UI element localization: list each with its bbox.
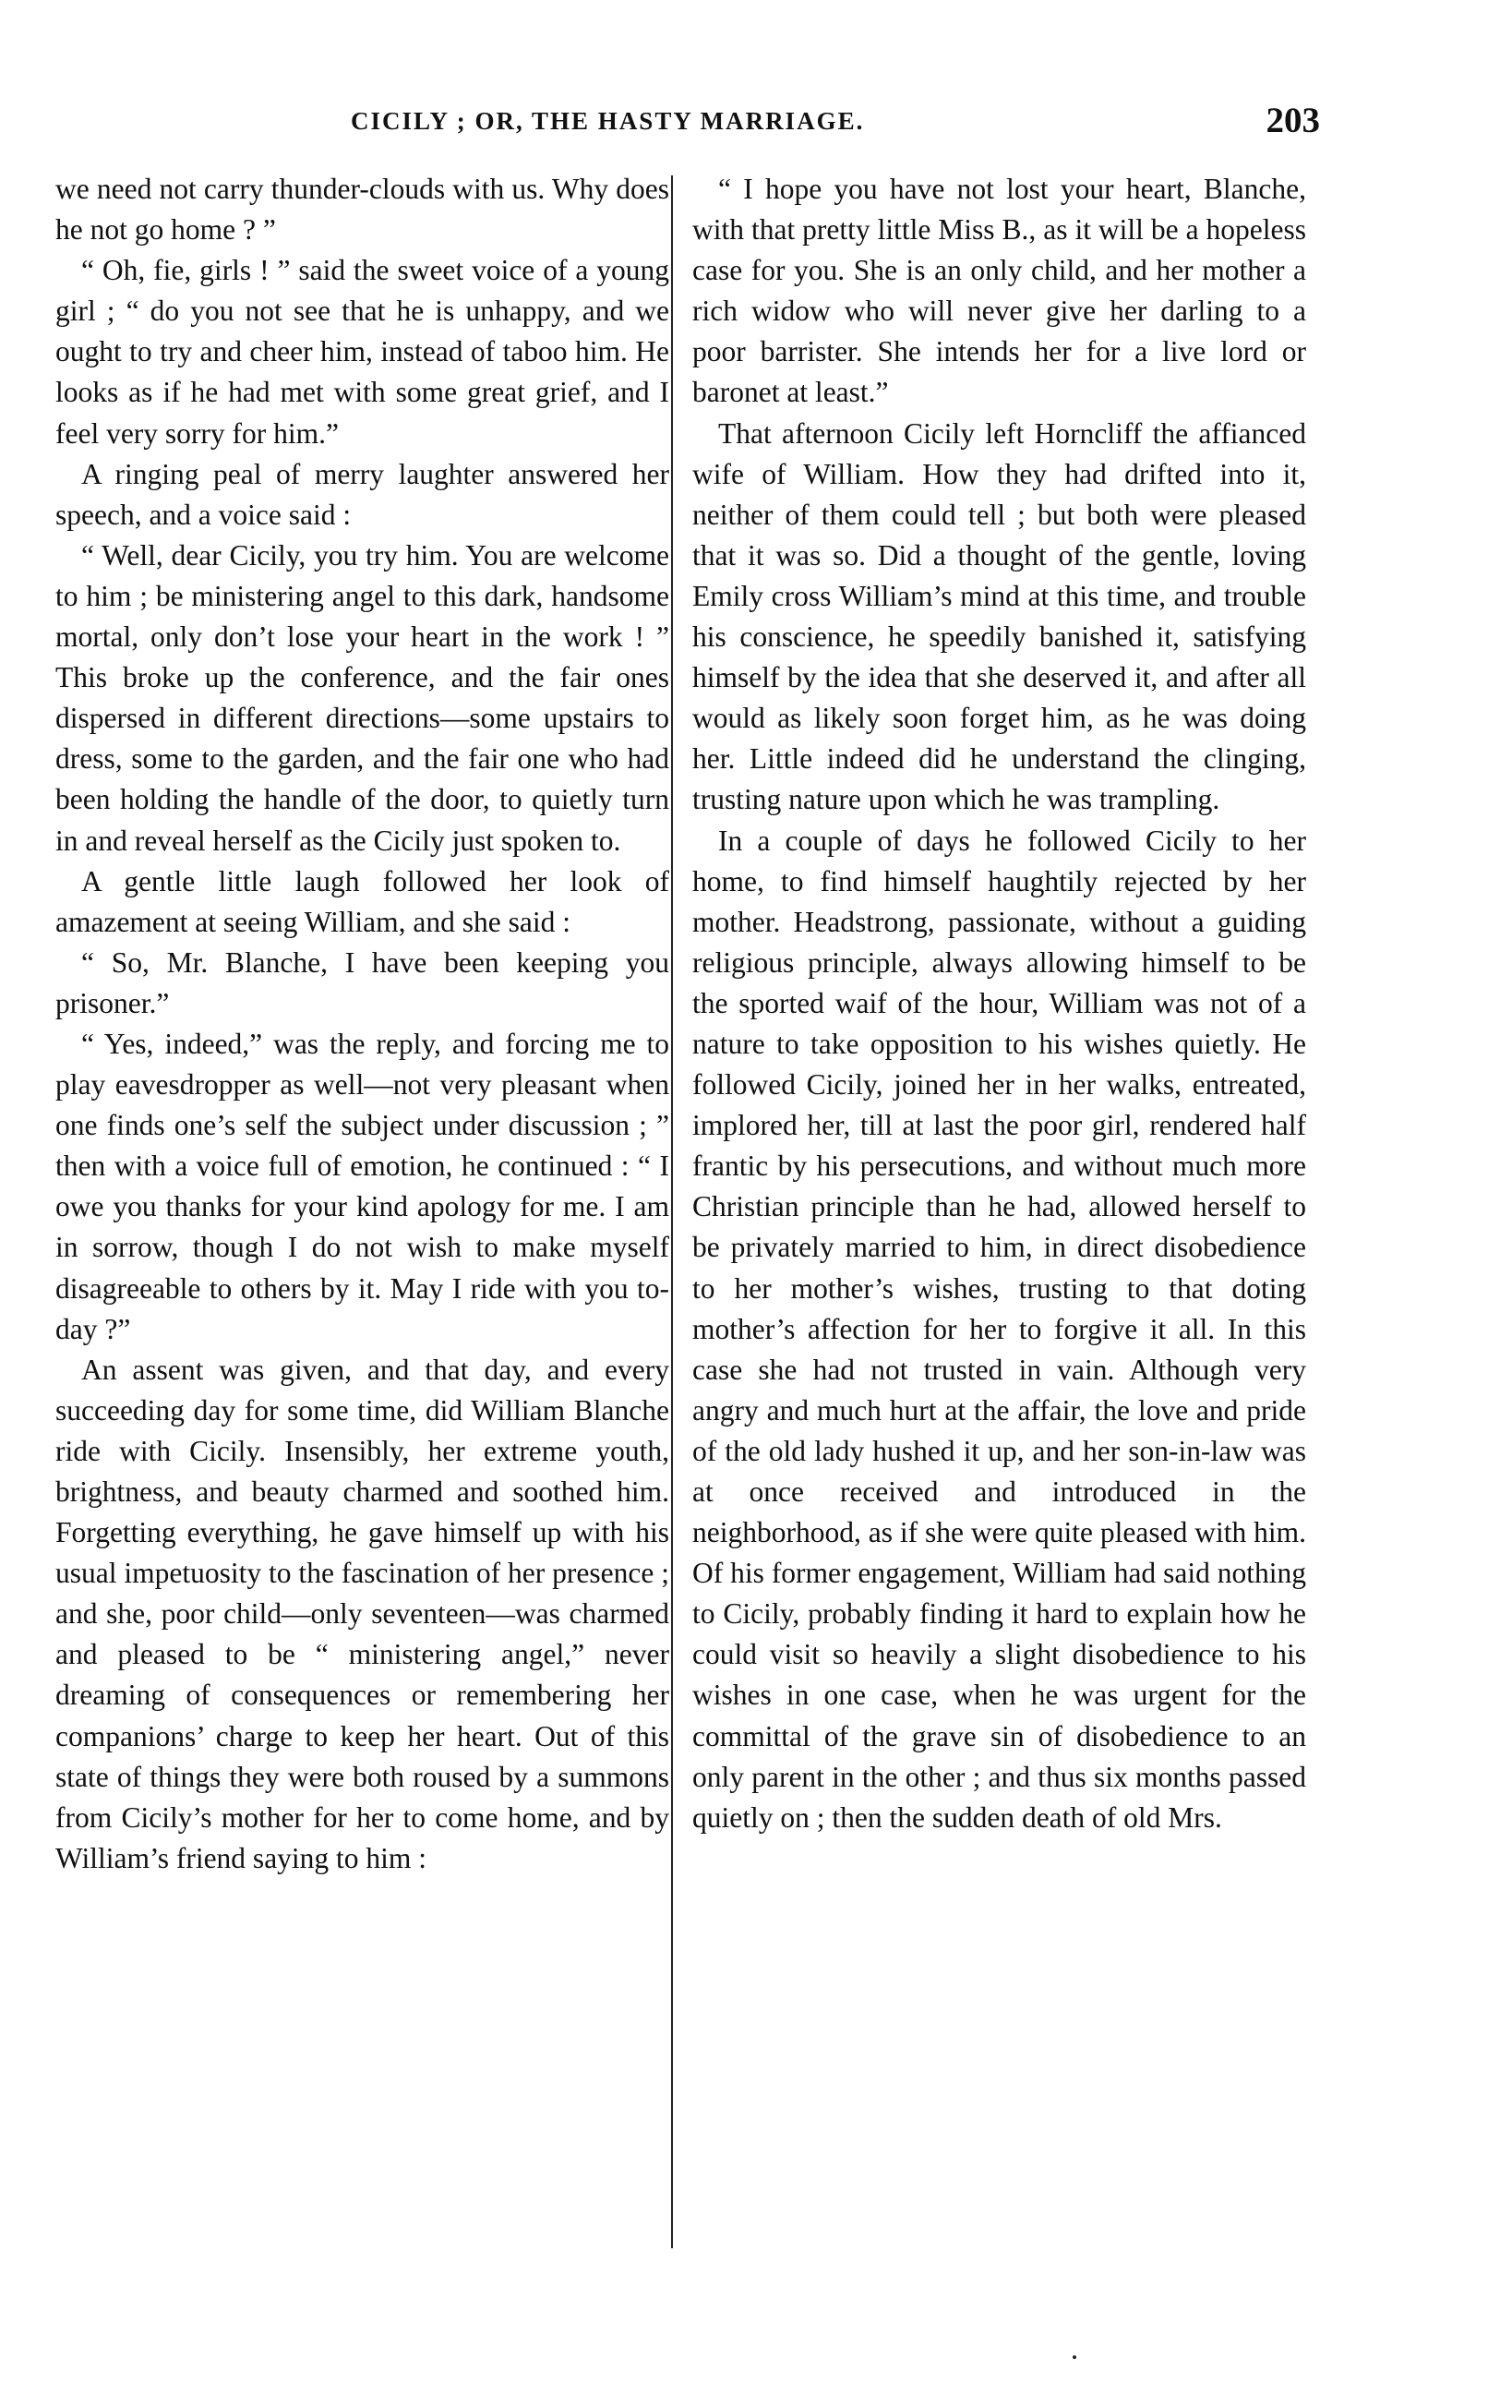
left-column xyxy=(55,169,669,1879)
paragraph: A ringing peal of merry laughter answered her speech, and a voice said : xyxy=(55,457,669,531)
running-head xyxy=(55,100,1320,144)
right-column xyxy=(692,169,1306,1838)
paragraph: “ Well, dear Cicily, you try him. You are welcome to him ; be ministering angel to this dark, handsome mortal, only don’t lose your heart in the work ! ” This broke up the conference, and the fair ones dispersed in different directions—some upstairs to dress, some to the garden, and the fair one who had been holding the handle of the door, to quietly turn in and reveal herself as the Cicily just spoken to. xyxy=(55,538,669,857)
paragraph: “ Oh, fie, girls ! ” said the sweet voice of a young girl ; “ do you not see that he is unhappy, and we ought to try and cheer him, instead of taboo him. He looks as if he had met with some great grief, and I feel very sorry for him.” xyxy=(55,254,669,450)
paragraph: An assent was given, and that day, and every succeeding day for some time, did William Blanche ride with Cicily. Insensibly, her extreme youth, brightness, and beauty charmed and soothed him. Forgetting everything, he gave himself up with his usual impetuosity to the fascination of her presence ; and she, poor child—only seventeen—was charmed and pleased to be “ ministering angel,” never dreaming of consequences or remembering her companions’ charge to keep her heart. Out of this state of things they were both roused by a summons from Cicily’s mother for her to come home, and by William’s friend saying to him : xyxy=(55,1353,669,1874)
running-title: CICILY ; OR, THE HASTY MARRIAGE. xyxy=(351,107,865,135)
paragraph: “ I hope you have not lost your heart, Blanche, with that pretty little Miss B., as it will be a hopeless case for you. She is an only child, and her mother a rich widow who will never give her darling to a poor barrister. She intends her for a live lord or baronet at least.” xyxy=(692,173,1306,409)
page-number: 203 xyxy=(1266,101,1320,140)
paragraph: “ So, Mr. Blanche, I have been keeping you prisoner.” xyxy=(55,945,669,1019)
ink-speck xyxy=(1073,2355,1076,2359)
column-divider xyxy=(671,175,673,2248)
paragraph: we need not carry thunder-clouds with us. Why does he not go home ? ” xyxy=(55,173,669,247)
paragraph: In a couple of days he followed Cicily to her home, to find himself haughtily rejected by her mother. Headstrong, passionate, without a guiding religious principle, always allowing himself to be the sported waif of the hour, William was not of a nature to take opposition to his wishes quietly. He followed Cicily, joined her in her walks, entreated, implored her, till at last the poor girl, rendered half frantic by his persecutions, and without much more Christian principle than he had, allowed herself to be privately married to him, in direct disobedience to her mother’s wishes, trusting to that doting mother’s affection for her to forgive it all. In this case she had not trusted in vain. Although very angry and much hurt at the affair, the love and pride of the old lady hushed it up, and her son-in-law was at once received and introduced in the neighborhood, as if she were quite pleased with him. Of his former engagement, William had said nothing to Cicily, probably finding it hard to explain how he could visit so heavily a slight disobedience to his wishes in one case, when he was urgent for the committal of the grave sin of disobedience to an only parent in the other ; and thus six months passed quietly on ; then the sudden death of old Mrs. xyxy=(692,824,1306,1834)
paragraph: “ Yes, indeed,” was the reply, and forcing me to play eavesdropper as well—not very pleasant when one finds one’s self the subject under discussion ; ” then with a voice full of emotion, he continued : “ I owe you thanks for your kind apology for me. I am in sorrow, though I do not wish to make myself disagreeable to others by it. May I ride with you to-day ?” xyxy=(55,1027,669,1345)
paragraph: That afternoon Cicily left Horncliff the affianced wife of William. How they had drifted into it, neither of them could tell ; but both were pleased that it was so. Did a thought of the gentle, loving Emily cross William’s mind at this time, and trouble his conscience, he speedily banished it, satisfying himself by the idea that she deserved it, and after all would as likely soon forget him, as he was doing her. Little indeed did he understand the clinging, trusting nature upon which he was trampling. xyxy=(692,416,1306,816)
paragraph: A gentle little laugh followed her look of amazement at seeing William, and she said : xyxy=(55,864,669,938)
